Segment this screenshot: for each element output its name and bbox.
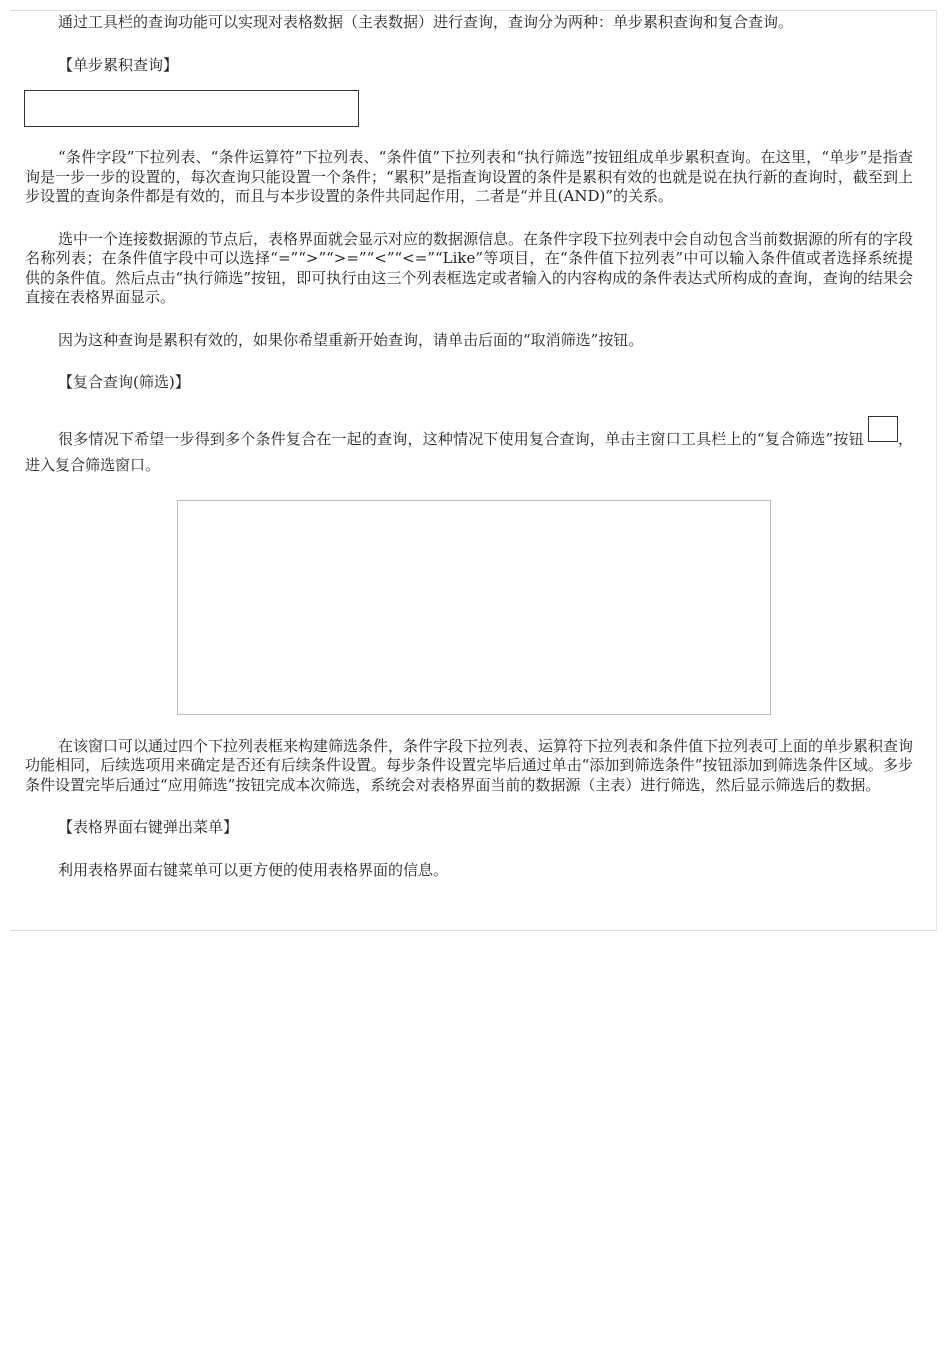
composite-paragraph-1-text-a: 很多情况下希望一步得到多个条件复合在一起的查询，这种情况下使用复合查询，单击主窗口工具栏上的“复合筛选”按钮 [58, 429, 864, 448]
document-body [25, 13, 913, 880]
heading-context-menu: 【表格界面右键弹出菜单】 [58, 818, 239, 836]
composite-paragraph-1-text-b: ，进入复合筛选窗口。 [25, 429, 913, 474]
intro-paragraph: 通过工具栏的查询功能可以实现对表格数据（主表数据）进行查询，查询分为两种：单步累积查询和复合查询。 [58, 13, 794, 31]
composite-paragraph-2: 在该窗口可以通过四个下拉列表框来构建筛选条件，条件字段下拉列表、运算符下拉列表和条件值下拉列表可上面的单步累积查询功能相同，后续选项用来确定是否还有后续条件设置。每步条件设置完毕后通过单击“添加到筛选条件”按钮添加到筛选条件区域。多步条件设置完毕后通过“应用筛选”按钮完成本次筛选，系统会对表格界面当前的数据源（主表）进行筛选，然后显示筛选后的数据。 [25, 736, 914, 794]
composite-filter-window-image [177, 500, 771, 715]
single-step-paragraph-2: 选中一个连接数据源的节点后，表格界面就会显示对应的数据源信息。在条件字段下拉列表中会自动包含当前数据源的所有的字段名称列表；在条件值字段中可以选择“=”“>”“>=”“<”“<=”“Like”等项目，在“条件值下拉列表”中可以输入条件值或者选择系统提供的条件值。然后点击“执行筛选”按钮，即可执行由这三个列表框选定或者输入的内容构成的条件表达式所构成的查询，查询的结果会直接在表格界面显示。 [25, 229, 914, 306]
single-step-paragraph-3: 因为这种查询是累积有效的，如果你希望重新开始查询，请单击后面的“取消筛选”按钮。 [58, 330, 644, 349]
heading-single-step-query: 【单步累积查询】 [58, 55, 179, 74]
composite-filter-button-icon [868, 416, 898, 442]
context-menu-paragraph: 利用表格界面右键菜单可以更方便的使用表格界面的信息。 [58, 860, 449, 879]
composite-paragraph-1 [25, 416, 913, 478]
single-step-toolbar-image [24, 90, 359, 127]
heading-composite-query: 【复合查询(筛选)】 [58, 373, 190, 391]
single-step-paragraph-1: “条件字段”下拉列表、“条件运算符”下拉列表、“条件值”下拉列表和“执行筛选”按钮组成单步累积查询。在这里，“单步”是指查询是一步一步的设置的，每次查询只能设置一个条件；“累积”是指查询设置的条件是累积有效的也就是说在执行新的查询时，截至到上步设置的查询条件都是有效的，而且与本步设置的条件共同起作用，二者是“并且(AND)”的关系。 [25, 148, 913, 205]
